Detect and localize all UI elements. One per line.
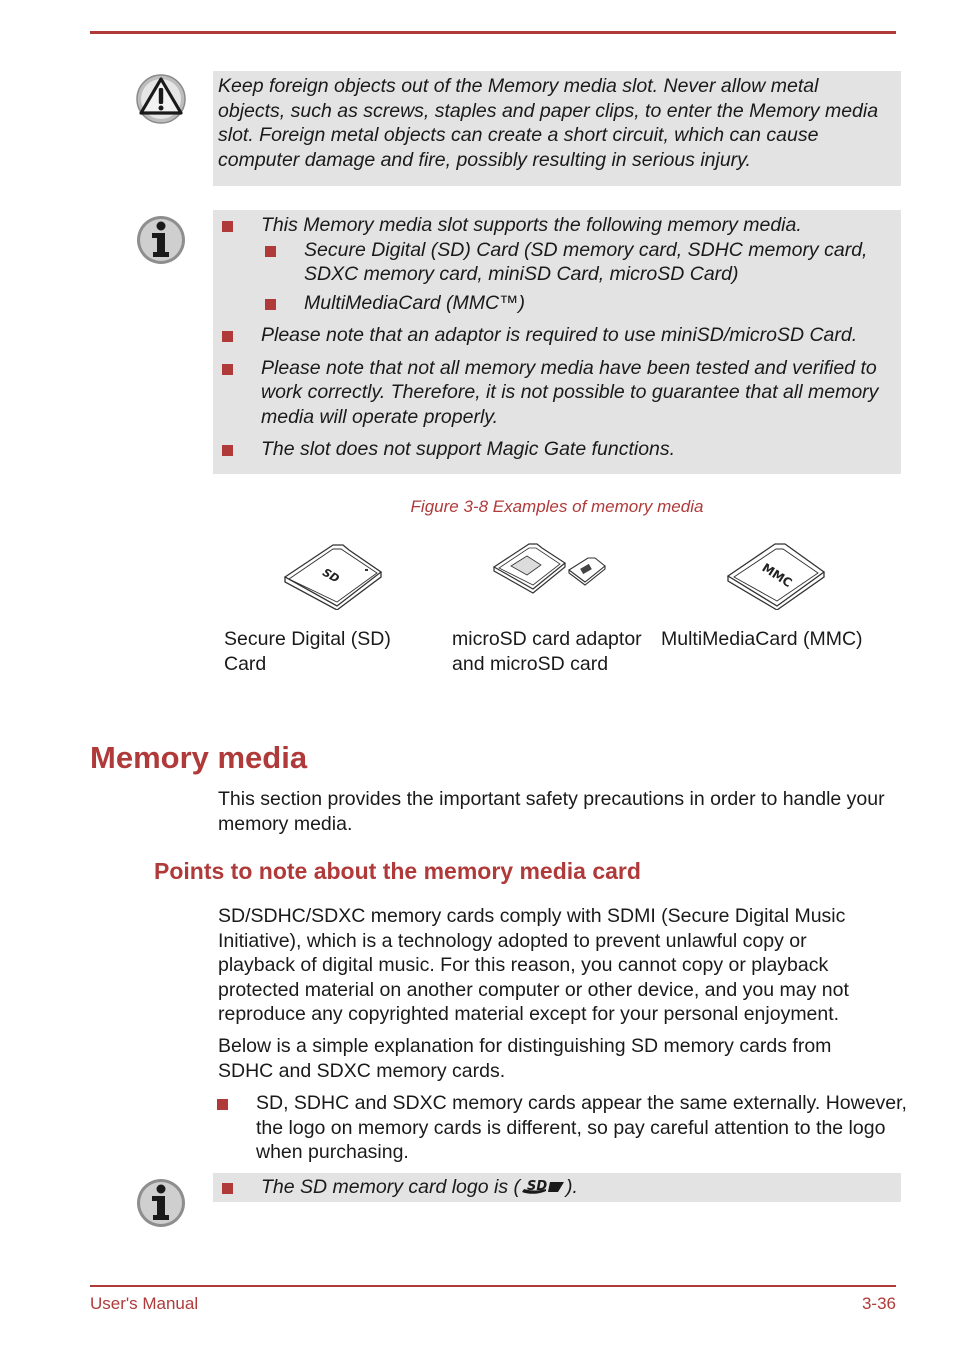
list-item: Please note that not all memory media have been tested and verified to work correctly. Therefore, it is not possible to guarantee that all memory media will operate properly. xyxy=(218,356,893,430)
page-number: 3-36 xyxy=(861,1294,896,1313)
list-item: SD, SDHC and SDXC memory cards appear the same externally. However, the logo on memory cards is different, so pay careful attention to the logo when purchasing. xyxy=(213,1091,936,1165)
footer-title: User's Manual xyxy=(90,1294,199,1313)
figure-caption: Figure 3-8 Examples of memory media xyxy=(410,497,704,516)
section-intro: This section provides the important safety precautions in order to handle your memory media. xyxy=(218,788,885,835)
sd-logo-icon xyxy=(520,1178,566,1203)
section-title: Memory media xyxy=(90,740,308,775)
info-icon xyxy=(136,214,186,266)
warning-icon xyxy=(136,73,186,125)
list-item: The SD memory card logo is ( SD ). xyxy=(218,1175,893,1203)
svg-text:SD: SD xyxy=(320,565,342,586)
figure-label-sd: Secure Digital (SD) Card xyxy=(224,628,391,675)
paragraph: Below is a simple explanation for distinguishing SD memory cards from SDHC and SDXC memory cards. xyxy=(218,1035,832,1082)
list-item: MultiMediaCard (MMC™) xyxy=(261,291,893,316)
sd-card-image xyxy=(281,542,386,615)
figure-label-microsd: microSD card adaptor and microSD card xyxy=(452,628,642,675)
top-rule xyxy=(90,31,896,34)
logo-note xyxy=(213,1173,901,1202)
subsection-title: Points to note about the memory media card xyxy=(154,858,641,884)
info-icon xyxy=(136,1177,186,1229)
info-note xyxy=(213,210,901,474)
warning-note xyxy=(213,71,901,186)
mmc-mark: MMC xyxy=(759,560,795,591)
figure-label-mmc: MultiMediaCard (MMC) xyxy=(661,628,863,650)
bottom-rule xyxy=(90,1285,896,1287)
mmc-card-image xyxy=(725,542,827,615)
warning-text: Keep foreign objects out of the Memory media slot. Never allow metal objects, such as screws, staples and paper clips, to enter the Memory media slot. Foreign metal objects can create a short circuit, which can cause computer damage and fire, possibly resulting in serious injury. xyxy=(218,75,879,171)
microsd-adaptor-image xyxy=(491,542,611,599)
list-item: This Memory media slot supports the following memory media. xyxy=(218,213,893,238)
svg-text:SD: SD xyxy=(527,1179,548,1194)
paragraph: SD/SDHC/SDXC memory cards comply with SDMI (Secure Digital Music Initiative), which is a technology adopted to prevent unlawful copy or playback of digital music. For this reason, you cannot copy or playback protected material on another computer or other device, and you may not reproduce any copyrighted material except for your personal enjoyment. xyxy=(218,905,849,1025)
list-item: Please note that an adaptor is required to use miniSD/microSD Card. xyxy=(218,323,893,348)
list-item: Secure Digital (SD) Card (SD memory card, SDHC memory card, SDXC memory card, miniSD Card, microSD Card) xyxy=(261,238,893,287)
list-item: The slot does not support Magic Gate functions. xyxy=(218,437,893,462)
